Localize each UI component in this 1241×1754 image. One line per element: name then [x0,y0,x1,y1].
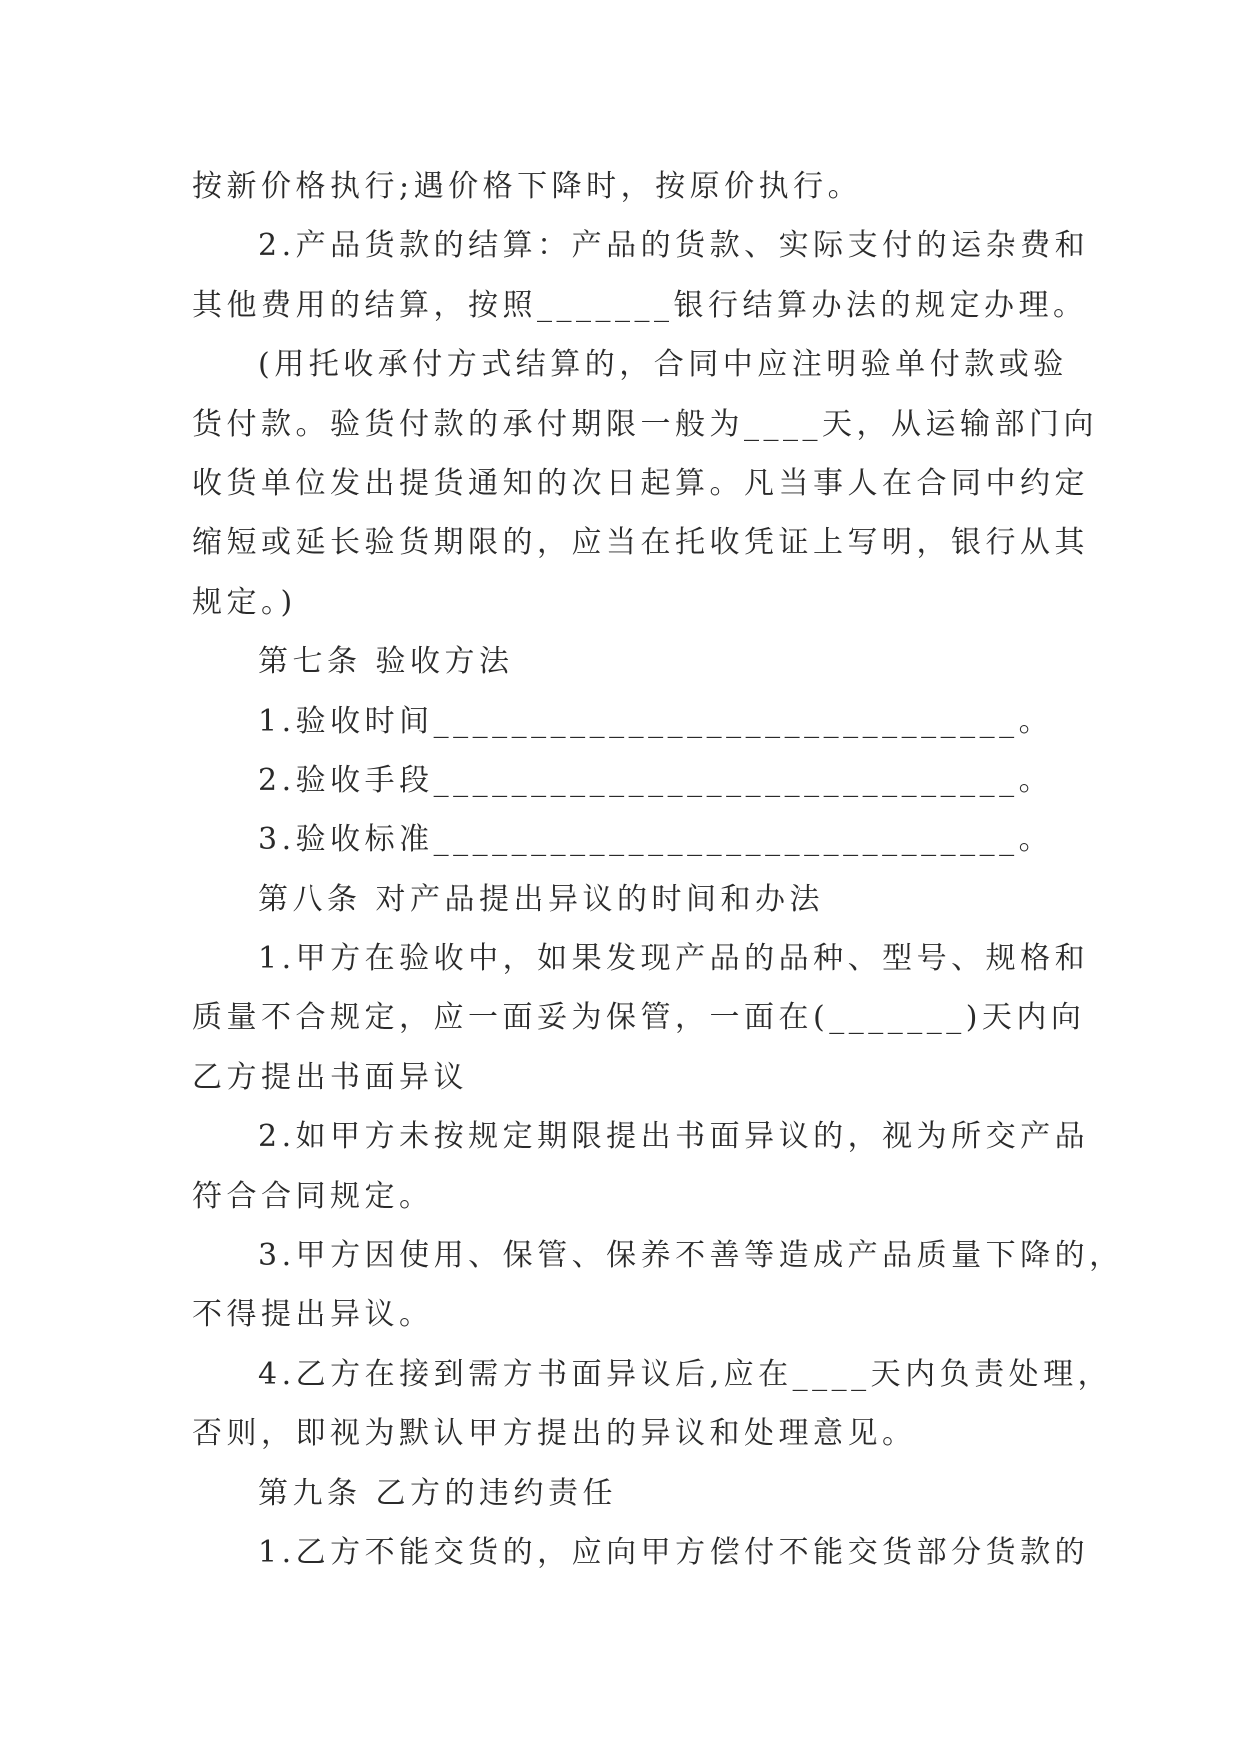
text-line: 3.甲方因使用、保管、保养不善等造成产品质量下降的， [258,1238,1124,1274]
text-line: 否则，即视为默认甲方提出的异议和处理意见。 [192,1416,917,1452]
text-line: 1.甲方在验收中，如果发现产品的品种、型号、规格和 [258,941,1090,977]
text-line: 质量不合规定，应一面妥为保管，一面在(_______)天内向 [192,1000,1086,1036]
text-line: 2.如甲方未按规定期限提出书面异议的，视为所交产品 [258,1119,1090,1155]
text-line: 其他费用的结算，按照_______银行结算办法的规定办理。 [192,287,1088,323]
text-line: (用托收承付方式结算的，合同中应注明验单付款或验 [258,347,1068,383]
text-line: 规定。) [192,584,297,620]
text-line: 按新价格执行;遇价格下降时，按原价执行。 [192,169,863,204]
text-line: 1.乙方不能交货的，应向甲方偿付不能交货部分货款的 [258,1534,1090,1570]
section-heading-article-7: 第七条 验收方法 [258,644,514,680]
text-line: 收货单位发出提货通知的次日起算。凡当事人在合同中约定 [192,465,1089,501]
text-line: 符合合同规定。 [192,1178,434,1214]
contract-body [192,157,1124,1582]
text-line: 货付款。验货付款的承付期限一般为____天，从运输部门向 [192,406,1098,442]
text-line: 不得提出异议。 [192,1297,434,1333]
text-line: 3.验收标准______________________________。 [258,822,1054,858]
text-line: 1.验收时间______________________________。 [258,703,1054,739]
text-line: 缩短或延长验货期限的，应当在托收凭证上写明，银行从其 [192,525,1089,561]
section-heading-article-9: 第九条 乙方的违约责任 [258,1475,618,1511]
text-line: 4.乙方在接到需方书面异议后,应在____天内负责处理， [258,1356,1113,1392]
section-heading-article-8: 第八条 对产品提出异议的时间和办法 [258,881,825,917]
text-line: 乙方提出书面异议 [192,1059,468,1095]
text-line: 2.验收手段______________________________。 [258,762,1054,798]
text-line: 2.产品货款的结算：产品的货款、实际支付的运杂费和 [258,228,1090,264]
